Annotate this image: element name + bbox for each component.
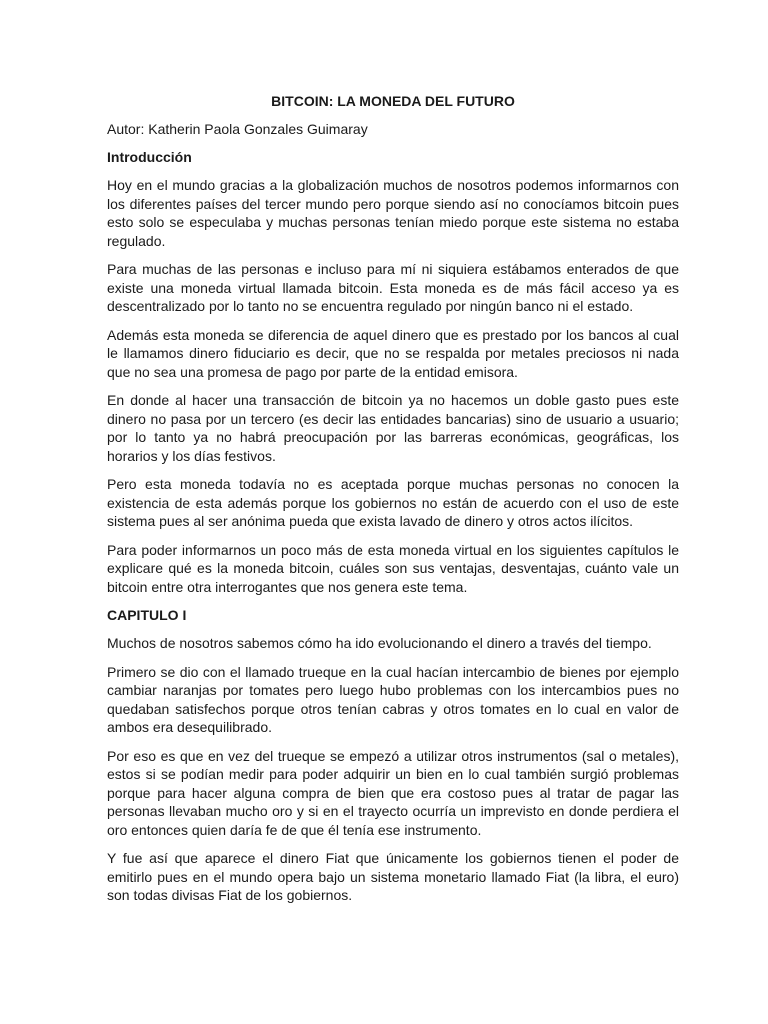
section-heading-capitulo-i: CAPITULO I (107, 607, 187, 623)
paragraph: Por eso es que en vez del trueque se empezó a utilizar otros instrumentos (sal o metales), estos si se podían medir para poder adquirir un bien en lo cual también surgió problemas porque para hacer alguna compra de bien que era costoso pues al tratar de pagar las personas llevaban mucho oro y si en el trayecto ocurría un imprevisto en donde perdiera el oro entonces quien daría fe de que él tenía ese instrumento. (107, 747, 679, 838)
paragraph: Primero se dio con el llamado trueque en la cual hacían intercambio de bienes por ejemplo cambiar naranjas por tomates pero luego hubo problemas con los intercambios pues no quedaban satisfechos porque otros tenían cabras y otros tomates en lo cual en valor de ambos era desequilibrado. (107, 663, 679, 735)
paragraph: Además esta moneda se diferencia de aquel dinero que es prestado por los bancos al cual le llamamos dinero fiduciario es decir, que no se respalda por metales preciosos ni nada que no sea una promesa de pago por parte de la entidad emisora. (107, 326, 679, 380)
document-page (107, 92, 679, 915)
paragraph: Pero esta moneda todavía no es aceptada porque muchas personas no conocen la existencia de esta además porque los gobiernos no están de acuerdo con el uso de este sistema pues al ser anónima pueda que exista lavado de dinero y otros actos ilícitos. (107, 476, 679, 529)
document-title: BITCOIN: LA MONEDA DEL FUTURO (271, 93, 515, 109)
paragraph: Para muchas de las personas e incluso para mí ni siquiera estábamos enterados de que existe una moneda virtual llamada bitcoin. Esta moneda es de más fácil acceso ya es descentralizado por lo tanto no se encuentra regulado por ningún banco ni el estado. (107, 261, 679, 314)
paragraph: Muchos de nosotros sabemos cómo ha ido evolucionando el dinero a través del tiempo. (107, 635, 652, 651)
section-heading-introduccion: Introducción (107, 149, 192, 165)
document-author: Autor: Katherin Paola Gonzales Guimaray (107, 121, 368, 137)
paragraph: En donde al hacer una transacción de bitcoin ya no hacemos un doble gasto pues este dinero no pasa por un tercero (es decir las entidades bancarias) sino de usuario a usuario; por lo tanto ya no habrá preocupación por las barreras económicas, geográficas, los horarios y los días festivos. (107, 392, 679, 464)
paragraph: Para poder informarnos un poco más de esta moneda virtual en los siguientes capítulos le explicare qué es la moneda bitcoin, cuáles son sus ventajas, desventajas, cuánto vale un bitcoin entre otra interrogantes que nos genera este tema. (107, 541, 679, 595)
paragraph: Y fue así que aparece el dinero Fiat que únicamente los gobiernos tienen el poder de emitirlo pues en el mundo opera bajo un sistema monetario llamado Fiat (la libra, el euro) son todas divisas Fiat de los gobiernos. (107, 850, 679, 903)
paragraph: Hoy en el mundo gracias a la globalización muchos de nosotros podemos informarnos con los diferentes países del tercer mundo pero porque siendo así no conocíamos bitcoin pues esto solo se especulaba y muchas personas tenían miedo porque este sistema no estaba regulado. (107, 177, 679, 249)
